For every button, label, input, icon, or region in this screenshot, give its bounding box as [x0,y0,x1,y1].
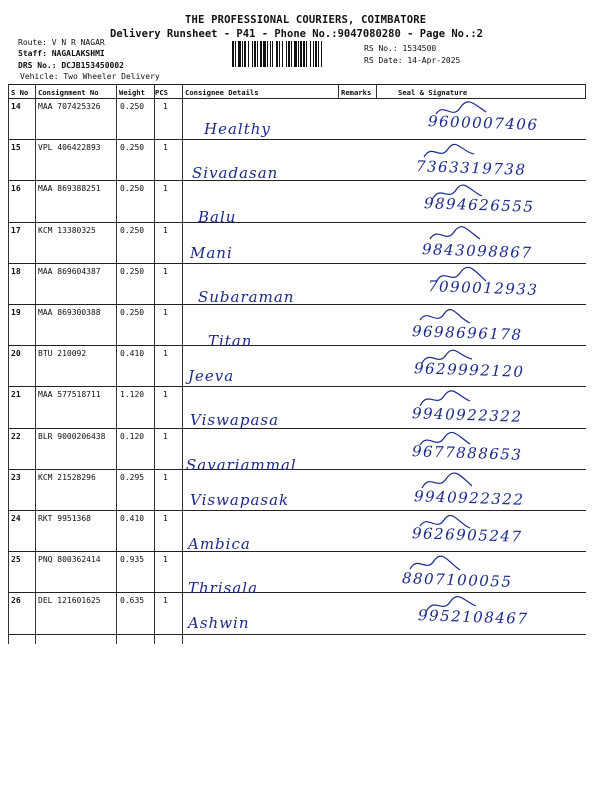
phone-handwritten: 7090012933 [427,277,539,299]
row-divider [8,263,586,264]
row-consignment: KCM 21528296 [38,473,96,482]
row-weight: 0.410 [120,349,145,358]
rs-number: RS No.: 1534500 [364,44,437,53]
row-divider [8,551,586,552]
row-sno: 23 [11,473,21,482]
signature-scribble [424,594,484,616]
row-weight: 0.250 [120,308,145,317]
col-consignment: Consignment No [38,88,99,97]
phone-handwritten: 9698696178 [411,322,523,344]
row-divider [8,592,586,593]
signature-scribble [430,182,490,204]
col-seal: Seal & Signature [398,88,468,97]
row-pcs: 1 [163,184,168,193]
row-weight: 0.250 [120,267,145,276]
row-weight: 0.410 [120,514,145,523]
row-consignment: MAA 869604387 [38,267,101,276]
row-divider [8,345,586,346]
consignee-handwritten: Titan [208,332,253,350]
row-consignment: RKT 9951368 [38,514,91,523]
row-weight: 0.250 [120,143,145,152]
phone-handwritten: 9940922322 [411,404,523,426]
col-sno: S No [11,88,29,97]
row-divider [8,634,586,635]
row-sno: 24 [11,514,21,523]
runsheet-table [8,84,586,644]
row-consignment: MAA 869300388 [38,308,101,317]
row-consignment: BLR 9000206438 [38,432,106,441]
row-consignment: MAA 869388251 [38,184,101,193]
company-title: THE PROFESSIONAL COURIERS, COIMBATORE [185,14,427,26]
row-divider [8,139,586,140]
rs-date: RS Date: 14-Apr-2025 [364,56,461,65]
row-weight: 0.295 [120,473,145,482]
phone-handwritten: 9952108467 [417,606,529,628]
row-divider [8,428,586,429]
consignee-handwritten: Viswapasa [190,411,280,429]
row-pcs: 1 [163,555,168,564]
phone-handwritten: 9894626555 [423,194,535,216]
row-pcs: 1 [163,390,168,399]
consignee-handwritten: Ambica [188,535,251,553]
consignee-handwritten: Healthy [204,120,271,138]
row-divider [8,304,586,305]
row-weight: 0.935 [120,555,145,564]
phone-handwritten: 9677888653 [411,442,523,464]
row-sno: 14 [11,102,21,111]
route-label: Route: V N R NAGAR [18,38,105,47]
row-weight: 0.250 [120,102,145,111]
row-pcs: 1 [163,143,168,152]
row-consignment: BTU 210092 [38,349,87,358]
consignee-handwritten: Viswapasak [190,491,290,509]
signature-scribble [418,512,478,534]
row-sno: 21 [11,390,21,399]
runsheet-title: Delivery Runsheet - P41 - Phone No.:9047080280 - Page No.:2 [110,28,483,40]
row-sno: 19 [11,308,21,317]
row-consignment: VPL 406422893 [38,143,101,152]
signature-scribble [428,224,488,246]
row-weight: 0.635 [120,596,145,605]
consignee-handwritten: Subaraman [198,288,295,306]
row-sno: 20 [11,349,21,358]
signature-scribble [434,265,494,287]
signature-scribble [408,553,468,575]
row-divider [8,386,586,387]
row-sno: 18 [11,267,21,276]
col-weight: Weight [119,88,145,97]
row-consignment: KCM 13380325 [38,226,96,235]
row-weight: 1.120 [120,390,145,399]
row-pcs: 1 [163,102,168,111]
row-pcs: 1 [163,514,168,523]
signature-scribble [422,141,482,163]
row-consignment: PNQ 800362414 [38,555,101,564]
phone-handwritten: 9600007406 [427,112,539,134]
row-divider [8,180,586,181]
phone-handwritten: 9626905247 [411,524,523,546]
drs-label: DRS No.: DCJB153450002 [18,61,124,70]
consignee-handwritten: Savariammal [186,456,297,474]
row-divider [8,222,586,223]
consignee-handwritten: Mani [190,244,233,262]
row-weight: 0.250 [120,184,145,193]
consignee-handwritten: Thrisala [188,579,259,597]
consignee-handwritten: Balu [198,208,237,226]
signature-scribble [418,306,478,328]
signature-scribble [418,388,478,410]
consignee-handwritten: Jeeva [188,367,235,385]
row-weight: 0.120 [120,432,145,441]
row-sno: 16 [11,184,21,193]
phone-handwritten: 7363319738 [415,157,527,179]
signature-scribble [418,430,478,452]
signature-scribble [420,471,480,493]
row-pcs: 1 [163,349,168,358]
staff-label: Staff: NAGALAKSHMI [18,49,105,58]
phone-handwritten: 9843098867 [421,240,533,262]
row-consignment: DEL 121601625 [38,596,101,605]
row-weight: 0.250 [120,226,145,235]
phone-handwritten: 9629992120 [413,359,525,381]
row-sno: 25 [11,555,21,564]
row-sno: 15 [11,143,21,152]
row-pcs: 1 [163,267,168,276]
signature-scribble [420,347,480,369]
signature-scribble [434,100,494,122]
col-remarks: Remarks [341,88,372,97]
row-sno: 17 [11,226,21,235]
phone-handwritten: 8807100055 [401,569,513,591]
row-pcs: 1 [163,596,168,605]
row-divider [8,469,586,470]
col-pcs: PCS [155,88,168,97]
consignee-handwritten: Sivadasan [192,164,279,182]
row-pcs: 1 [163,308,168,317]
row-sno: 22 [11,432,21,441]
vehicle-label: Vehicle: Two Wheeler Delivery [20,72,160,81]
row-divider [8,510,586,511]
phone-handwritten: 9940922322 [413,487,525,509]
row-consignment: MAA 707425326 [38,102,101,111]
row-consignment: MAA 577518711 [38,390,101,399]
col-consignee: Consignee Details [185,88,259,97]
barcode [232,41,358,67]
row-sno: 26 [11,596,21,605]
row-pcs: 1 [163,432,168,441]
row-pcs: 1 [163,473,168,482]
row-pcs: 1 [163,226,168,235]
consignee-handwritten: Ashwin [188,614,250,632]
